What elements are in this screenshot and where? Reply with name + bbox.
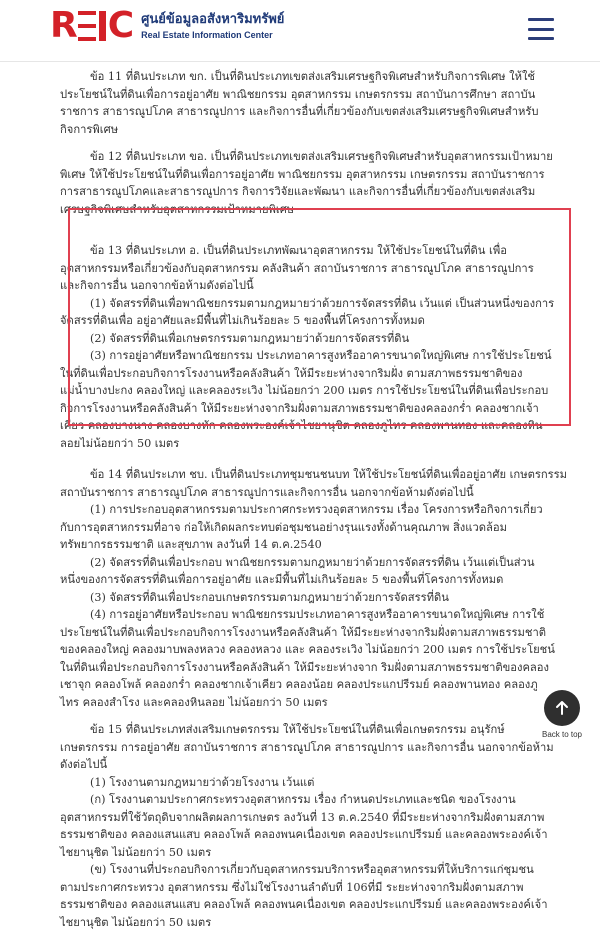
text-line: ของคลองใหญ่ คลองมาบพลงหลวง คลองหลวง และ คลองระเวิง ไม่น้อยกว่า 200 เมตร การใช้ประโยชน์ <box>60 641 570 659</box>
text-line: เชาจุก คลองโพล้ คลองกร่ำ คลองชากเจ้าเคียว คลองน้อย คลองประแกปรีรมย์ คลองพานทอง คลองภู <box>60 676 570 694</box>
text-line: เกษตรกรรม การอยู่อาศัย สถาบันราชการ สาธารณูปโภค สาธารณูปการ และกิจการอื่น นอกจากข้อห้าม <box>60 739 570 757</box>
text-line: ไทร คลองสำโรง และคลองหินลอย ไม่น้อยกว่า 50 เมตร <box>60 694 570 712</box>
text-line: พิเศษ ให้ใช้ประโยชน์ในที่ดินเพื่อการอยู่อาศัย พาณิชยกรรม อุตสาหกรรม เกษตรกรรม สถาบันราชการ <box>60 166 570 184</box>
text-line: ลอยไม่น้อยกว่า 50 เมตร <box>60 435 570 453</box>
text-line: กิจการพิเศษ <box>60 121 570 139</box>
reic-logo[interactable] <box>50 6 284 46</box>
text-line: ข้อ 12 ที่ดินประเภท ขอ. เป็นที่ดินประเภทเขตส่งเสริมเศรษฐกิจพิเศษสำหรับอุตสาหกรรมเป้าหมาย <box>60 148 570 166</box>
site-header <box>0 0 600 62</box>
text-line: ทรัพยากรธรรมชาติ และสุขภาพ ลงวันที่ 14 ต.ค.2540 <box>60 536 570 554</box>
back-to-top-button[interactable] <box>542 690 582 742</box>
text-line: กับการอุตสาหกรรมที่อาจ ก่อให้เกิดผลกระทบต่อชุมชนอย่างรุนแรงทั้งด้านคุณภาพ สิ่งแวดล้อม <box>60 519 570 537</box>
back-to-top-label: Back to top <box>542 730 582 739</box>
text-line: ข้อ 11 ที่ดินประเภท ขก. เป็นที่ดินประเภทเขตส่งเสริมเศรษฐกิจพิเศษสำหรับกิจการพิเศษ ให้ใช้ <box>60 68 570 86</box>
text-line: (2) จัดสรรที่ดินเพื่อเกษตรกรรมตามกฎหมายว่าด้วยการจัดสรรที่ดิน <box>60 330 570 348</box>
text-line: เคียว คลองบางนาง คลองบางหัก คลองพระองค์เจ้าไชยานุชิต คลองภูไทร คลองพานทอง และคลองหิน <box>60 417 570 435</box>
text-line: (4) การอยู่อาศัยหรือประกอบ พาณิชยกรรมประเภทอาคารสูงหรืออาคารขนาดใหญ่พิเศษ การใช้ <box>60 606 570 624</box>
clause-13 <box>60 242 570 452</box>
document-body <box>60 68 570 794</box>
text-line: แม่น้ำบางปะกง คลองใหญ่ และคลองระเวิง ไม่น้อยกว่า 200 เมตร การใช้ประโยชน์ในที่ดินเพื่อประกอบ <box>60 382 570 400</box>
text-line: ในที่ดินเพื่อประกอบกิจการโรงงานหรือคลังสินค้า ให้มีระยะห่างจากริมฝั่ง ตามสภาพธรรมชาติของ <box>60 365 570 383</box>
text-line: สถาบันราชการ สาธารณูปโภค สาธารณูปการและกิจการอื่น นอกจากข้อห้ามดังต่อไปนี้ <box>60 484 570 502</box>
text-line: (2) จัดสรรที่ดินเพื่อประกอบ พาณิชยกรรมตามกฎหมายว่าด้วยการจัดสรรที่ดิน เว้นแต่เป็นส่วน <box>60 554 570 572</box>
text-line: ข้อ 15 ที่ดินประเภทส่งเสริมเกษตรกรรม ให้ใช้ประโยชน์ในที่ดินเพื่อเกษตรกรรม อนุรักษ์ <box>60 721 570 739</box>
text-line: (1) จัดสรรที่ดินเพื่อพาณิชยกรรมตามกฎหมายว่าด้วยการจัดสรรที่ดิน เว้นแต่ เป็นส่วนหนึ่งของการ <box>60 295 570 313</box>
text-line: เศรษฐกิจพิเศษสำหรับอุตสาหกรรมเป้าหมายพิเศษ <box>60 201 570 219</box>
text-line: หนึ่งของการจัดสรรที่ดินเพื่อการอยู่อาศัย และมีพื้นที่ไม่เกินร้อยละ 5 ของพื้นที่โครงการทั้งหมด <box>60 571 570 589</box>
text-line: (1) โรงงานตามกฎหมายว่าด้วยโรงงาน เว้นแต่ <box>60 774 570 792</box>
clause-15 <box>60 721 570 931</box>
clause-11 <box>60 68 570 138</box>
text-line: (1) การประกอบอุตสาหกรรมตามประกาศกระทรวงอุตสาหกรรม เรื่อง โครงการหรือกิจการเกี่ยว <box>60 501 570 519</box>
text-line: (3) การอยู่อาศัยหรือพาณิชยกรรม ประเภทอาคารสูงหรืออาคารขนาดใหญ่พิเศษ การใช้ประโยชน์ <box>60 347 570 365</box>
text-line: ราชการ สาธารณูปโภค สาธารณูปการ และกิจการอื่นที่เกี่ยวข้องกับเขตส่งเสริมเศรษฐกิจพิเศษสำหรับ <box>60 103 570 121</box>
text-line: กิจการโรงงานหรือคลังสินค้า ให้มีระยะห่างจากริมฝั่งตามสภาพธรรมชาติของคลองกร่ำ คลองชากเจ้า <box>60 400 570 418</box>
text-line: (3) จัดสรรที่ดินเพื่อประกอบเกษตรกรรมตามกฎหมายว่าด้วยการจัดสรรที่ดิน <box>60 589 570 607</box>
text-line: และกิจการอื่น นอกจากข้อห้ามดังต่อไปนี้ <box>60 277 570 295</box>
hamburger-menu-icon[interactable] <box>528 18 554 40</box>
text-line: (ก) โรงงานตามประกาศกระทรวงอุตสาหกรรม เรื่อง กำหนดประเภทและชนิด ของโรงงาน <box>60 791 570 809</box>
text-line: ธรรมชาติของ คลองแสนแสบ คลองโพล้ คลองพนคเนื่องเขต คลองประแกปรีรมย์ และคลองพระองค์เจ้า <box>60 896 570 914</box>
text-line: อุตสาหกรรมหรือเกี่ยวข้องกับอุตสาหกรรม คลังสินค้า สถาบันราชการ สาธารณูปโภค สาธารณูปการ <box>60 260 570 278</box>
text-line: ดังต่อไปนี้ <box>60 756 570 774</box>
text-line: ประโยชน์ในที่ดินเพื่อการอยู่อาศัย พาณิชยกรรม อุตสาหกรรม เกษตรกรรม สถาบันการศึกษา สถาบัน <box>60 86 570 104</box>
logo-english-name: Real Estate Information Center <box>141 29 284 41</box>
text-line: (ข) โรงงานที่ประกอบกิจการเกี่ยวกับอุตสาหกรรมบริการหรืออุตสาหกรรมที่ให้บริการแก่ชุมชน <box>60 861 570 879</box>
text-line: อุตสาหกรรมที่ใช้วัตถุดิบจากผลิตผลการเกษตร ลงวันที่ 13 ต.ค.2540 ที่มีระยะห่างจากริมฝั่งตามสภาพ <box>60 809 570 827</box>
arrow-up-icon <box>544 690 580 726</box>
text-line: ประโยชน์ในที่ดินเพื่อประกอบกิจการโรงงานหรือคลังสินค้า ให้มีระยะห่างจากริมฝั่งตามสภาพธรรมชาติ <box>60 624 570 642</box>
text-line: ข้อ 14 ที่ดินประเภท ชบ. เป็นที่ดินประเภทชุมชนชนบท ให้ใช้ประโยชน์ที่ดินเพื่ออยู่อาศัย เกษตรกรรม <box>60 466 570 484</box>
logo-thai-name: ศูนย์ข้อมูลอสังหาริมทรัพย์ <box>141 11 284 29</box>
clause-14 <box>60 466 570 711</box>
text-line: ข้อ 13 ที่ดินประเภท อ. เป็นที่ดินประเภทพัฒนาอุตสาหกรรม ให้ใช้ประโยชน์ในที่ดิน เพื่อ <box>60 242 570 260</box>
text-line: ในที่ดินเพื่อประกอบกิจการโรงงานหรือคลังสินค้า ให้มีระยะห่างจาก ริมฝั่งตามสภาพธรรมชาติของคลอง <box>60 659 570 677</box>
text-line: ธรรมชาติของ คลองแสนแสบ คลองโพล้ คลองพนคเนื่องเขต คลองประแกปรีรมย์ และคลองพระองค์เจ้า <box>60 826 570 844</box>
text-line: จัดสรรที่ดินเพื่อ อยู่อาศัยและมีพื้นที่ไม่เกินร้อยละ 5 ของพื้นที่โครงการทั้งหมด <box>60 312 570 330</box>
reic-logo-mark: R C <box>50 6 133 46</box>
text-line: ไชยานุชิต ไม่น้อยกว่า 50 เมตร <box>60 844 570 862</box>
text-line: ไชยานุชิต ไม่น้อยกว่า 50 เมตร <box>60 914 570 931</box>
clause-12 <box>60 148 570 218</box>
text-line: ตามประกาศกระทรวง อุตสาหกรรม ซึ่งไม่ใช่โรงงานลำดับที่ 106ที่มี ระยะห่างจากริมฝั่งตามสภาพ <box>60 879 570 897</box>
text-line: การสาธารณูปโภคและสาธารณูปการ กิจการวิจัยและพัฒนา และกิจการอื่นที่เกี่ยวข้องกับเขตส่งเสริม <box>60 183 570 201</box>
